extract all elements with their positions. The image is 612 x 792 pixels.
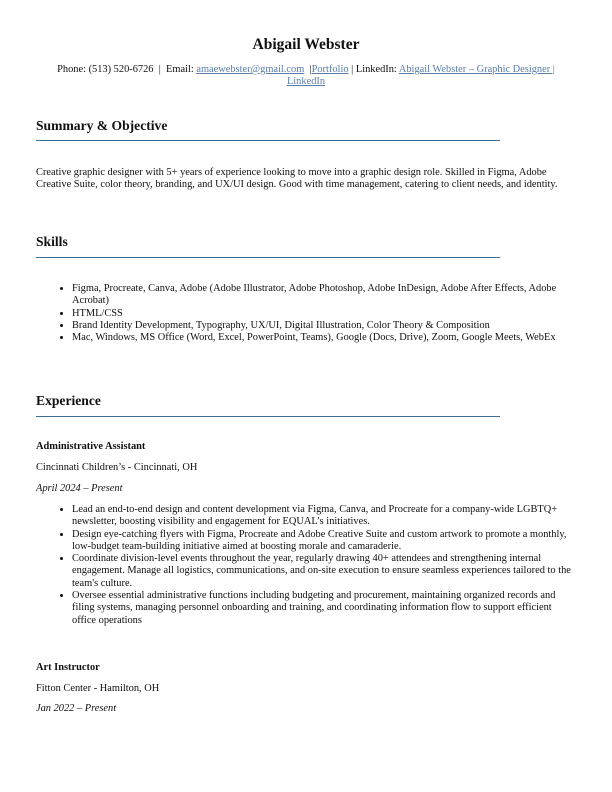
list-item: • Coordinate division-level events throughout the year, regularly drawing 40+ attendees and strengthening internal engagement. Manage all logistics, communications, and on-site execution to ensure seamless experiences tailored to the team's culture. xyxy=(72,553,576,590)
list-item: • Mac, Windows, MS Office (Word, Excel, PowerPoint, Teams), Google (Docs, Drive), Zoom, Google Meets, WebEx xyxy=(72,332,576,344)
section-rule xyxy=(36,140,500,141)
job-title: Administrative Assistant xyxy=(36,441,146,452)
job-dates: Jan 2022 – Present xyxy=(36,703,117,714)
linkedin-label: LinkedIn: xyxy=(355,64,397,75)
summary-heading: Summary & Objective xyxy=(36,118,168,133)
list-item: • HTML/CSS xyxy=(72,308,576,320)
candidate-name: Abigail Webster xyxy=(252,36,360,53)
email-label: Email: xyxy=(166,64,194,75)
skills-heading: Skills xyxy=(36,234,68,249)
list-item: • Figma, Procreate, Canva, Adobe (Adobe Illustrator, Adobe Photoshop, Adobe InDesign, Adobe After Effects, Adobe Acrobat) xyxy=(72,283,576,308)
list-item: • Lead an end-to-end design and content development via Figma, Canva, and Procreate for a company-wide LGBTQ+ newsletter, boosting visibility and engagement for EQUAL’s initiatives. xyxy=(72,504,576,529)
job-title: Art Instructor xyxy=(36,662,100,673)
separator: | xyxy=(158,64,161,75)
list-item: • Brand Identity Development, Typography, UX/UI, Digital Illustration, Color Theory & Composition xyxy=(72,320,576,332)
separator: | xyxy=(351,64,354,75)
phone: Phone: (513) 520-6726 xyxy=(57,64,154,75)
portfolio-link[interactable]: Portfolio xyxy=(311,64,349,75)
list-item: • Design eye-catching flyers with Figma, Procreate and Adobe Creative Suite and custom artwork to promote a monthly, low-budget team-building initiative aimed at boosting morale and camaraderie. xyxy=(72,529,576,554)
summary-text: Creative graphic designer with 5+ years of experience looking to move into a graphic design role. Skilled in Figma, Adobe Creative Suite, color theory, branding, and UX/UI design. Good with time management, catering to client needs, and identity. xyxy=(36,167,558,191)
skills-list xyxy=(36,283,576,344)
experience-heading: Experience xyxy=(36,393,101,408)
job-bullets xyxy=(36,504,576,627)
email-link[interactable]: amaewebster@gmail.com xyxy=(196,64,305,75)
section-rule xyxy=(36,416,500,417)
list-item: • Oversee essential administrative functions including budgeting and procurement, maintaining organized records and filing systems, managing personnel onboarding and training, and coordinating information flow to support efficient office operations xyxy=(72,590,576,627)
job-dates: April 2024 – Present xyxy=(36,483,123,494)
job-company: Fitton Center - Hamilton, OH xyxy=(36,683,160,694)
separator: | xyxy=(309,64,312,75)
linkedin-link[interactable]: Abigail Webster – Graphic Designer | LinkedIn xyxy=(286,64,555,87)
section-rule xyxy=(36,257,500,258)
job-company: Cincinnati Children’s - Cincinnati, OH xyxy=(36,462,198,473)
contact-line xyxy=(38,64,574,88)
